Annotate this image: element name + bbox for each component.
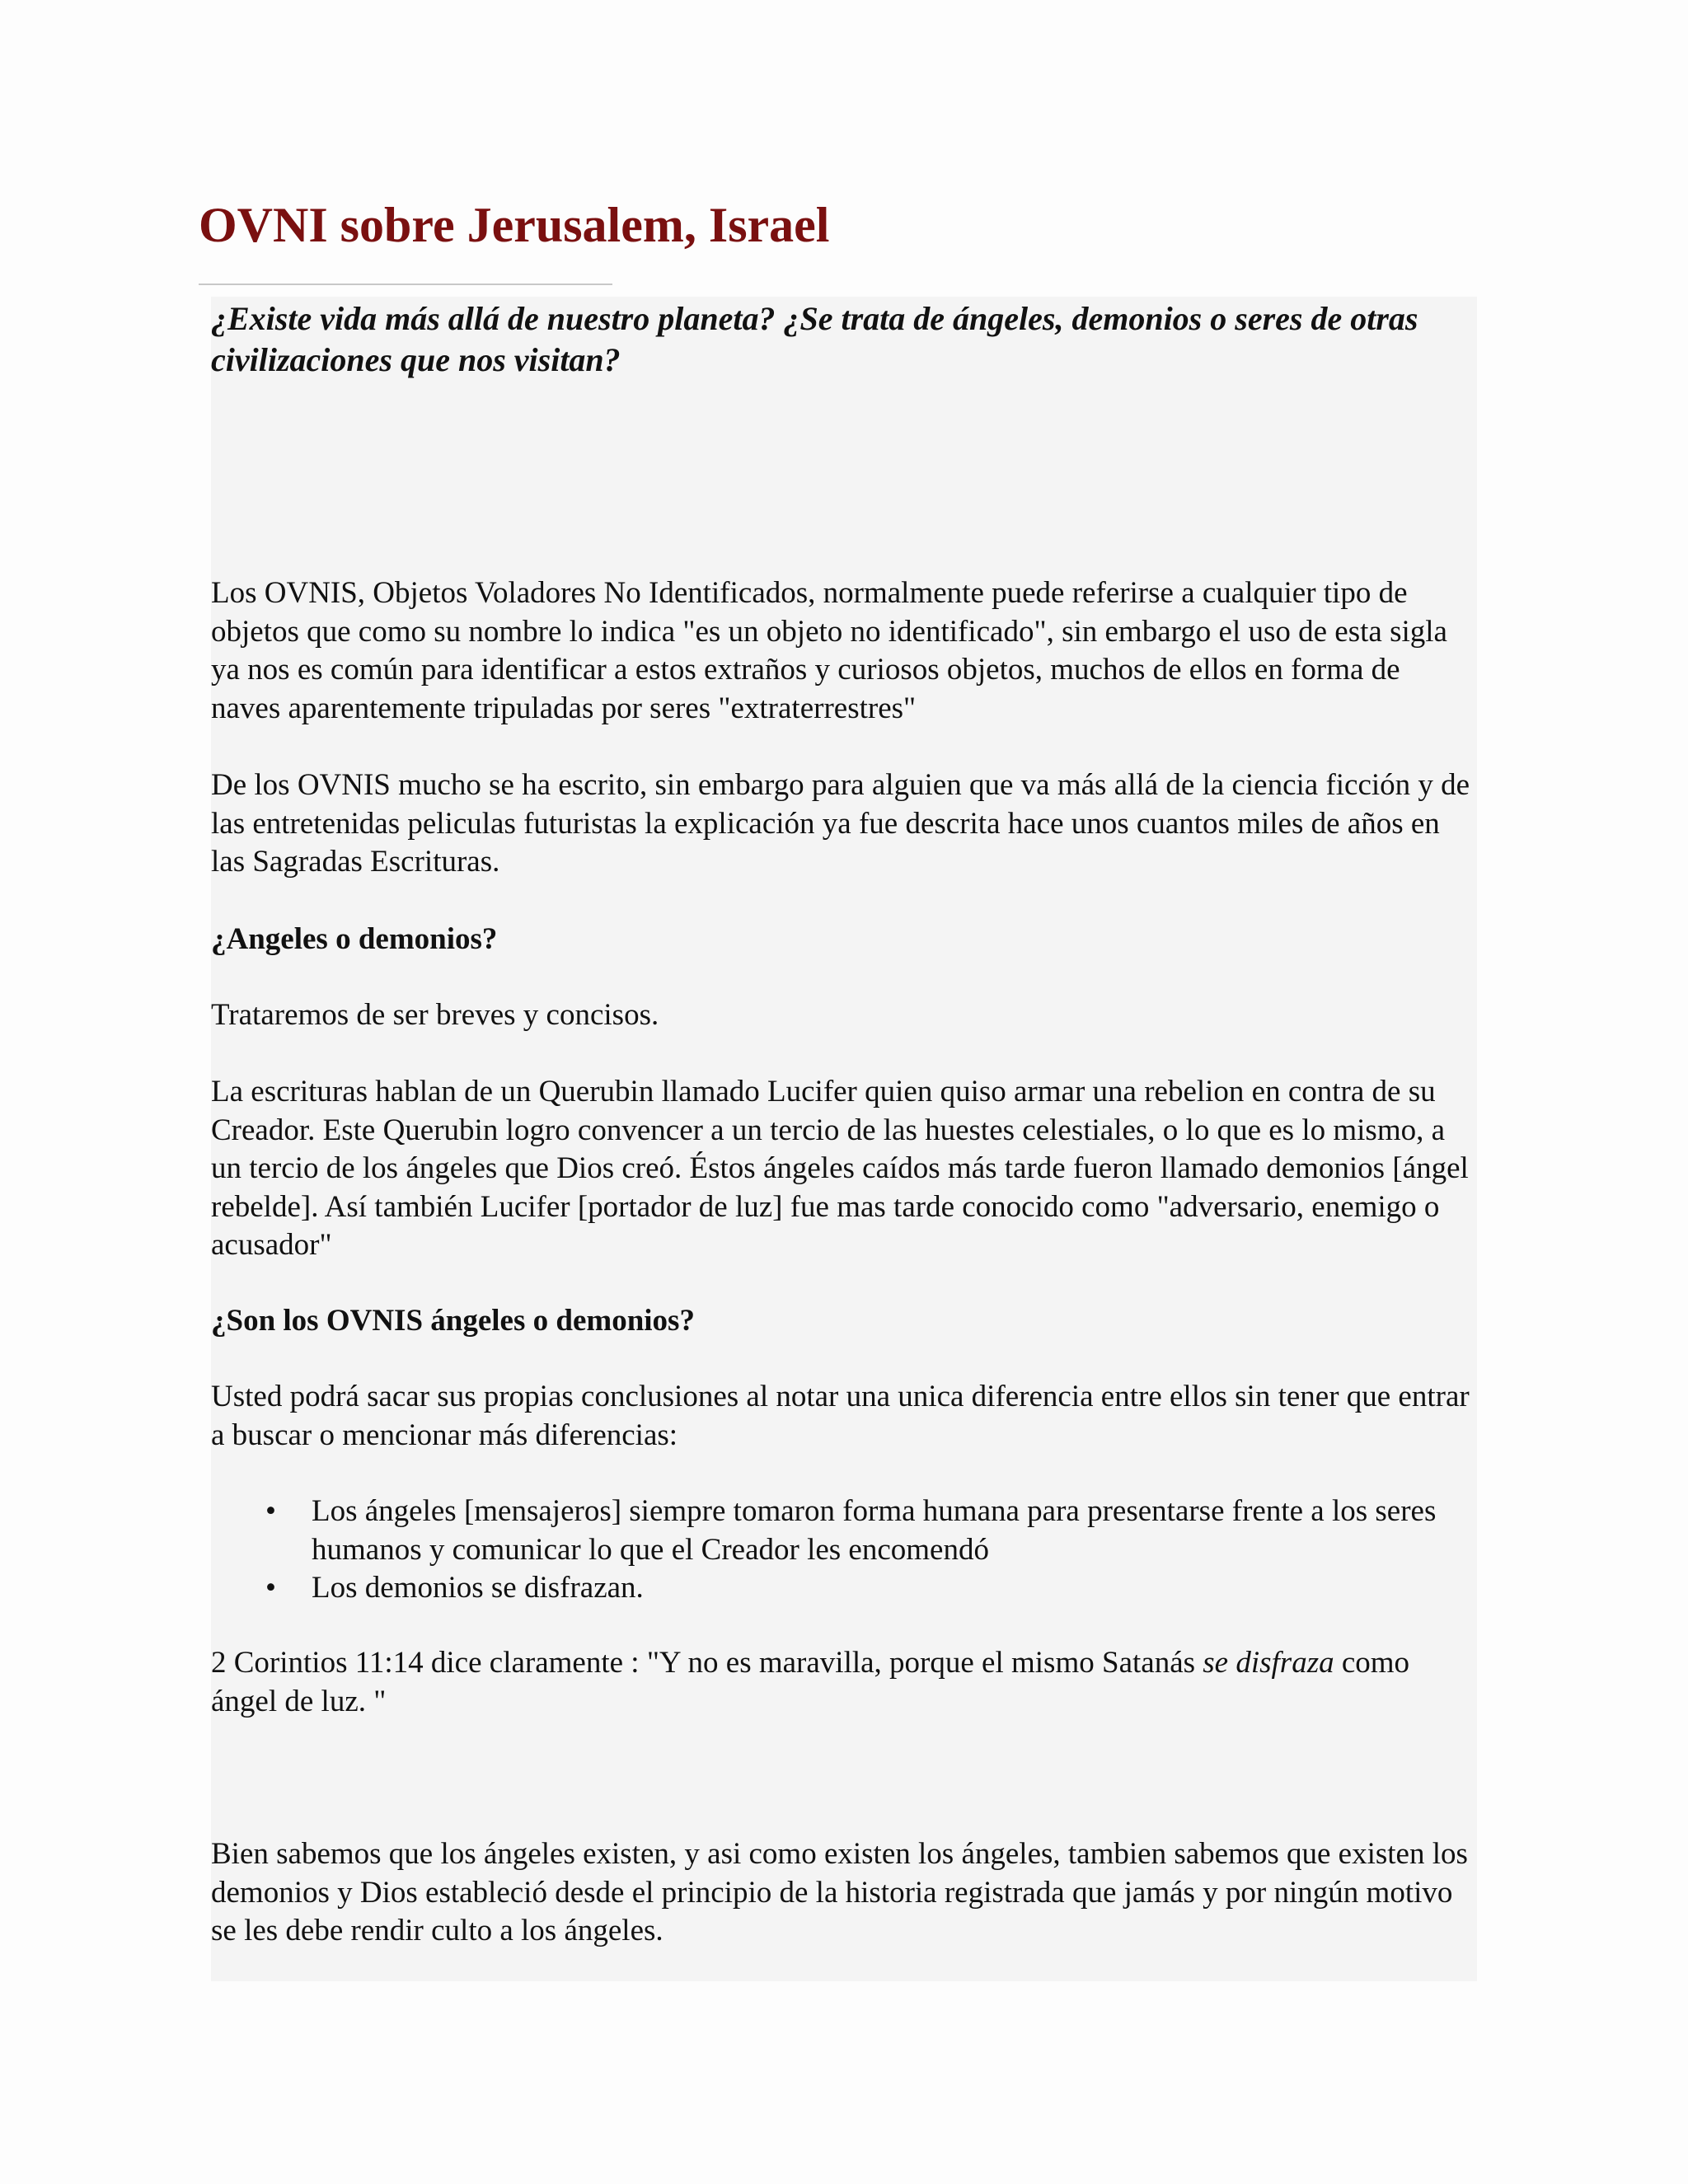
paragraph-conclusiones: Usted podrá sacar sus propias conclusiones al notar una unica diferencia entre ellos sin tener que entrar a buscar o mencionar más diferencias: [211,1380,1470,1452]
bullet-icon: • [265,1571,276,1605]
quote-text-before: 2 Corintios 11:14 dice claramente : "Y no es maravilla, porque el mismo Satanás [211,1646,1203,1680]
page-title: OVNI sobre Jerusalem, Israel [199,198,830,252]
paragraph-lucifer: La escrituras hablan de un Querubin llamado Lucifer quien quiso armar una rebelion en contra de su Creador. Este Querubin logro convencer a un tercio de las huestes celestiales, o lo que es lo mismo, a un tercio de los ángeles que Dios creó. Éstos ángeles caídos más tarde fueron llamado demonios [ángel rebelde]. Así también Lucifer [portador de luz] fue mas tarde conocido como "adversario, enemigo o acusador" [211,1075,1469,1262]
quote-text-italic: se disfraza [1203,1646,1334,1680]
intro-question: ¿Existe vida más allá de nuestro planeta? ¿Se trata de ángeles, demonios o seres de otras civilizaciones que nos visitan? [211,300,1418,378]
list-item-text: Los demonios se disfrazan. [312,1571,644,1605]
list-item [211,1493,1477,1569]
paragraph-scriptures: De los OVNIS mucho se ha escrito, sin embargo para alguien que va más allá de la ciencia ficción y de las entretenidas peliculas futuristas la explicación ya fue descrita hace unos cuantos miles de años en las Sagradas Escrituras. [211,768,1470,879]
title-divider [199,284,612,285]
paragraph-breves: Trataremos de ser breves y concisos. [211,998,659,1032]
paragraph-culto-angeles: Bien sabemos que los ángeles existen, y asi como existen los ángeles, tambien sabemos que existen los demonios y Dios estableció desde el principio de la historia registrada que jamás y por ningún motivo se les debe rendir culto a los ángeles. [211,1837,1468,1947]
heading-angeles-demonios: ¿Angeles o demonios? [211,922,498,956]
heading-son-ovnis: ¿Son los OVNIS ángeles o demonios? [211,1304,695,1338]
list-item-text: Los ángeles [mensajeros] siempre tomaron forma humana para presentarse frente a los seres humanos y comunicar lo que el Creador les encomendó [312,1494,1437,1567]
quote-text-after: como ángel de luz. " [211,1646,1410,1718]
bullet-icon: • [265,1494,276,1528]
paragraph-corintios-quote [211,1644,1477,1721]
list-item [211,1569,1477,1608]
difference-list [211,1493,1477,1608]
paragraph-ovnis-definition: Los OVNIS, Objetos Voladores No Identificados, normalmente puede referirse a cualquier tipo de objetos que como su nombre lo indica "es un objeto no identificado", sin embargo el uso de esta sigla ya nos es común para identificar a estos extraños y curiosos objetos, muchos de ellos en forma de naves aparentemente tripuladas por seres "extraterrestres" [211,576,1447,725]
